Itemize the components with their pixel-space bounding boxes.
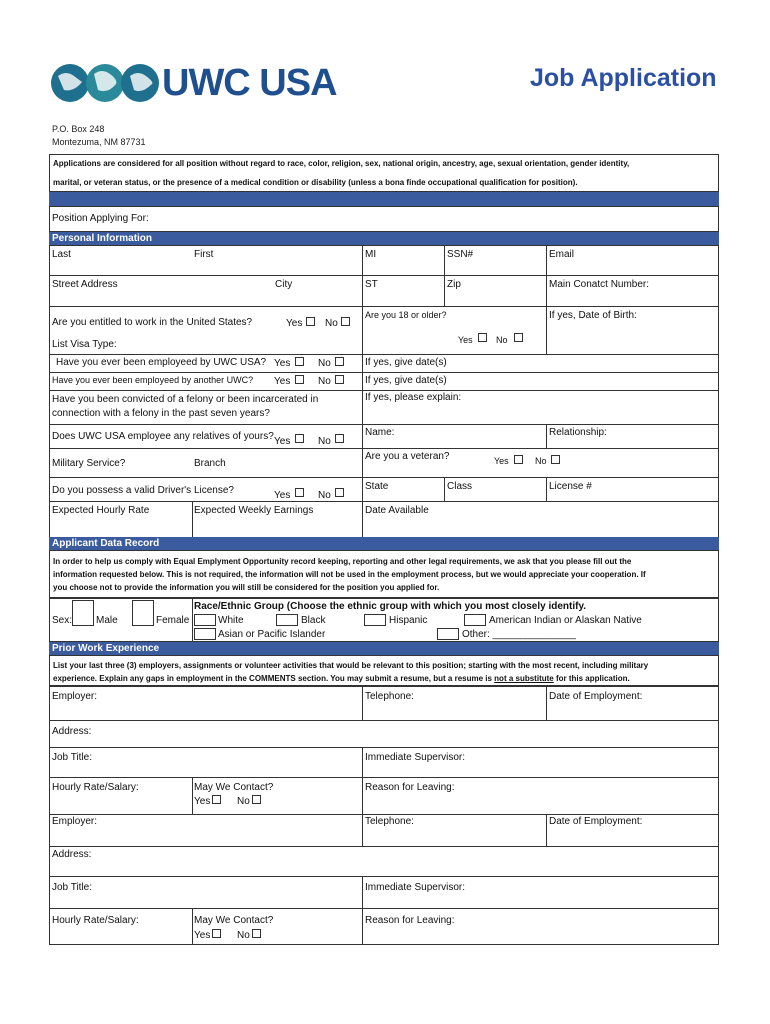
personal-info-header: Personal Information <box>49 232 719 245</box>
asian-label: Asian or Pacific Islander <box>218 629 326 640</box>
employer-1-telephone-label: Telephone: <box>365 691 414 702</box>
notice-line-2: marital, or veteran status, or the presence of a medical condition or disability (unless a bona finde occupational qualification for position). <box>53 178 578 187</box>
relatives-no-checkbox[interactable] <box>335 434 344 443</box>
dates1-label: If yes, give date(s) <box>365 357 447 368</box>
employer-1-contact-yes-label: Yes <box>194 796 211 807</box>
native-checkbox[interactable] <box>464 614 486 626</box>
asian-checkbox[interactable] <box>194 628 216 640</box>
emp-other-yes-label: Yes <box>274 376 291 387</box>
emp-uwc-yes-checkbox[interactable] <box>295 357 304 366</box>
license-no-label: No <box>318 490 331 501</box>
relatives-yes-label: Yes <box>274 436 291 447</box>
hispanic-label: Hispanic <box>389 615 428 626</box>
relatives-no-label: No <box>318 436 331 447</box>
page-title: Job Application <box>530 64 717 92</box>
emp-other-no-label: No <box>318 376 331 387</box>
employer-1-contact-no-checkbox[interactable] <box>252 795 261 804</box>
employer-2-reason-label: Reason for Leaving: <box>365 915 455 926</box>
license-label: Do you possess a valid Driver's License? <box>52 485 234 496</box>
mi-label: MI <box>365 249 377 260</box>
employer-2-contact-yes-label: Yes <box>194 930 211 941</box>
globe-logo-icon <box>50 62 160 104</box>
emp-uwc-label: Have you ever been employeed by UWC USA? <box>56 357 267 368</box>
notice-bar <box>49 192 719 206</box>
hispanic-checkbox[interactable] <box>364 614 386 626</box>
work-line-2: experience. Explain any gaps in employment in the COMMENTS section. You may submit a resume, but a resume is not a substitute for this application. <box>53 674 630 683</box>
branch-label: Branch <box>194 458 226 469</box>
entitled-no-checkbox[interactable] <box>341 317 350 326</box>
employer-2-address-label: Address: <box>52 849 92 860</box>
felony-label-2: connection with a felony in the past seven years? <box>52 408 270 419</box>
female-checkbox[interactable] <box>132 600 154 626</box>
employer-1-address-label: Address: <box>52 726 92 737</box>
white-label: White <box>218 615 244 626</box>
employer-1-rate-label: Hourly Rate/Salary: <box>52 782 139 793</box>
employer-1-contact-yes-checkbox[interactable] <box>212 795 221 804</box>
employer-2-job-title-label: Job Title: <box>52 882 93 893</box>
older-no-checkbox[interactable] <box>514 333 523 342</box>
employer-1-date-label: Date of Employment: <box>549 691 643 702</box>
notice-line-1: Applications are considered for all position without regard to race, color, religion, sex, national origin, ancestry, age, sexual orientation, gender identity, <box>53 159 630 168</box>
relatives-label: Does UWC USA employee any relatives of yours? <box>52 431 274 442</box>
last-name-label: Last <box>52 249 71 260</box>
other-label: Other: _______________ <box>462 629 576 640</box>
license-yes-label: Yes <box>274 490 291 501</box>
black-checkbox[interactable] <box>276 614 298 626</box>
license-yes-checkbox[interactable] <box>295 488 304 497</box>
hourly-rate-label: Expected Hourly Rate <box>52 505 150 516</box>
license-state-label: State <box>365 481 389 492</box>
military-label: Military Service? <box>52 458 126 469</box>
employer-2-rate-label: Hourly Rate/Salary: <box>52 915 139 926</box>
logo-text: UWC USA <box>162 62 337 104</box>
employer-2-contact-no-checkbox[interactable] <box>252 929 261 938</box>
phone-label: Main Conatct Number: <box>549 279 650 290</box>
older-yes-checkbox[interactable] <box>478 333 487 342</box>
license-class-label: Class <box>447 481 473 492</box>
weekly-earnings-label: Expected Weekly Earnings <box>194 505 314 516</box>
dates2-label: If yes, give date(s) <box>365 375 447 386</box>
ssn-label: SSN# <box>447 249 474 260</box>
eeo-line-1: In order to help us comply with Equal Emplyment Opportunity record keeping, reporting and other legal requirements, we ask that you please fill out the <box>53 557 632 566</box>
address-line-2: Montezuma, NM 87731 <box>52 137 146 147</box>
eeo-line-3: you choose not to provide the information you will still be considered for the position you applied for. <box>53 583 440 592</box>
employer-1-contact-no-label: No <box>237 796 250 807</box>
entitled-no-label: No <box>325 318 338 329</box>
eeo-line-2: information requested below. This is not required, the information will not be used in the employment process, but we would appreciate your cooperation. If <box>53 570 646 579</box>
employer-2-telephone-label: Telephone: <box>365 816 414 827</box>
employer-2-label: Employer: <box>52 816 98 827</box>
native-label: American Indian or Alaskan Native <box>489 615 642 626</box>
employer-1-reason-label: Reason for Leaving: <box>365 782 455 793</box>
applicant-data-header: Applicant Data Record <box>49 537 719 550</box>
veteran-yes-label: Yes <box>494 456 509 466</box>
black-label: Black <box>301 615 326 626</box>
male-checkbox[interactable] <box>72 600 94 626</box>
street-label: Street Address <box>52 279 118 290</box>
entitled-yes-checkbox[interactable] <box>306 317 315 326</box>
visa-label: List Visa Type: <box>52 339 117 350</box>
employer-1-job-title-label: Job Title: <box>52 752 93 763</box>
city-label: City <box>275 279 293 290</box>
relationship-label: Relationship: <box>549 427 607 438</box>
sex-label: Sex: <box>52 615 73 626</box>
relative-name-label: Name: <box>365 427 395 438</box>
older-label: Are you 18 or older? <box>365 310 447 320</box>
license-number-label: License # <box>549 481 592 492</box>
emp-uwc-no-checkbox[interactable] <box>335 357 344 366</box>
employer-1-contact-label: May We Contact? <box>194 782 274 793</box>
veteran-label: Are you a veteran? <box>365 451 450 462</box>
white-checkbox[interactable] <box>194 614 216 626</box>
employer-1-box <box>49 686 719 815</box>
dob-label: If yes, Date of Birth: <box>549 310 637 321</box>
employer-2-contact-yes-checkbox[interactable] <box>212 929 221 938</box>
explain-label: If yes, please explain: <box>365 392 462 403</box>
felony-label-1: Have you been convicted of a felony or been incarcerated in <box>52 394 319 405</box>
entitled-yes-label: Yes <box>286 318 303 329</box>
emp-uwc-no-label: No <box>318 358 331 369</box>
relatives-yes-checkbox[interactable] <box>295 434 304 443</box>
older-no-label: No <box>496 335 508 345</box>
female-label: Female <box>156 615 190 626</box>
employer-2-contact-no-label: No <box>237 930 250 941</box>
state-label: ST <box>365 279 378 290</box>
employer-2-contact-label: May We Contact? <box>194 915 274 926</box>
position-label: Position Applying For: <box>52 213 149 224</box>
employer-1-label: Employer: <box>52 691 98 702</box>
entitled-label: Are you entitled to work in the United States? <box>52 317 253 328</box>
logo <box>50 62 350 104</box>
email-label: Email <box>549 249 575 260</box>
employer-1-supervisor-label: Immediate Supervisor: <box>365 752 466 763</box>
race-title: Race/Ethnic Group (Choose the ethnic group with which you most closely identify. <box>194 601 587 612</box>
work-line-1: List your last three (3) employers, assignments or volunteer activities that would be relevant to this position; starting with the most recent, including military <box>53 661 649 670</box>
zip-label: Zip <box>447 279 461 290</box>
first-name-label: First <box>194 249 214 260</box>
position-field[interactable] <box>49 206 719 232</box>
license-no-checkbox[interactable] <box>335 488 344 497</box>
emp-other-no-checkbox[interactable] <box>335 375 344 384</box>
employer-2-supervisor-label: Immediate Supervisor: <box>365 882 466 893</box>
veteran-no-checkbox[interactable] <box>551 455 560 464</box>
emp-other-yes-checkbox[interactable] <box>295 375 304 384</box>
veteran-no-label: No <box>535 456 547 466</box>
older-yes-label: Yes <box>458 335 473 345</box>
veteran-yes-checkbox[interactable] <box>514 455 523 464</box>
emp-uwc-yes-label: Yes <box>274 358 291 369</box>
work-experience-header: Prior Work Experience <box>49 642 719 655</box>
emp-other-label: Have you ever been employeed by another UWC? <box>52 375 254 385</box>
male-label: Male <box>96 615 118 626</box>
address-line-1: P.O. Box 248 <box>52 124 105 134</box>
other-checkbox[interactable] <box>437 628 459 640</box>
date-available-label: Date Available <box>365 505 429 516</box>
employer-2-date-label: Date of Employment: <box>549 816 643 827</box>
